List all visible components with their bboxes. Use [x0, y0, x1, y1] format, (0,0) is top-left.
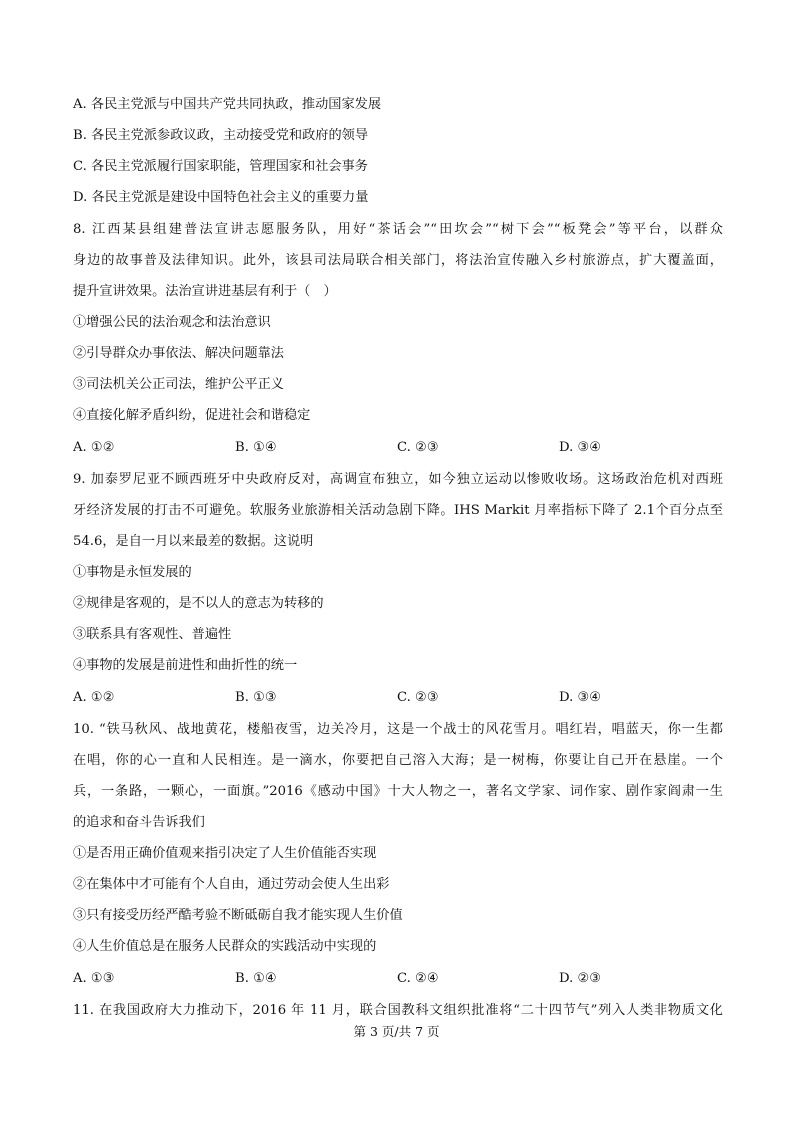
q9-choice-a: A. ①②: [73, 690, 115, 705]
q7-option-b: B. 各民主党派参政议政，主动接受党和政府的领导: [73, 128, 369, 143]
q11-stem-line-1: 11. 在我国政府大力推动下，2016 年 11 月，联合国教科文组织批准将“二十四节气”列入人类非物质文化: [73, 1003, 723, 1018]
q9-choice-d: D. ③④: [559, 690, 602, 705]
q10-item-2: ②在集体中才可能有个人自由，通过劳动会使人生出彩: [73, 877, 390, 892]
q8-stem-line-3: 提升宣讲效果。法治宣讲进基层有利于（ ）: [73, 284, 337, 299]
q9-choices: [73, 688, 733, 708]
q10-choice-d: D. ②③: [559, 971, 602, 986]
q8-choice-c: C. ②③: [397, 440, 439, 455]
q10-stem-line-4: 的追求和奋斗告诉我们: [73, 815, 205, 830]
q10-stem-line-1: 10. “铁马秋风、战地黄花，楼船夜雪，边关冷月，这是一个战士的风花雪月。唱红岩，唱蓝天，你一生都: [73, 722, 723, 737]
q8-choice-a: A. ①②: [73, 440, 115, 455]
page-footer: 第 3 页/共 7 页: [353, 1024, 440, 1039]
q8-item-1: ①增强公民的法治观念和法治意识: [73, 315, 271, 330]
q9-item-4: ④事物的发展是前进性和曲折性的统一: [73, 658, 298, 673]
q8-stem-line-2: 身边的故事普及法律知识。此外，该县司法局联合相关部门，将法治宣传融入乡村旅游点，扩大覆盖面，: [73, 253, 723, 268]
q10-stem-line-3: 兵，一条路，一颗心，一面旗。”2016《感动中国》十大人物之一，著名文学家、词作家、剧作家阎肃一生: [73, 784, 723, 799]
q9-item-1: ①事物是永恒发展的: [73, 565, 192, 580]
q7-option-c: C. 各民主党派履行国家职能，管理国家和社会事务: [73, 159, 368, 174]
q9-item-2: ②规律是客观的，是不以人的意志为转移的: [73, 596, 324, 611]
q9-stem-line-1: 9. 加泰罗尼亚不顾西班牙中央政府反对，高调宣布独立，如今独立运动以惨败收场。这场政治危机对西班: [73, 472, 723, 487]
q8-stem-line-1: 8. 江西某县组建普法宣讲志愿服务队，用好“茶话会”“田坎会”“树下会”“板凳会”等平台，以群众: [73, 222, 723, 237]
q10-choice-a: A. ①③: [73, 971, 115, 986]
q7-option-d: D. 各民主党派是建设中国特色社会主义的重要力量: [73, 190, 369, 205]
q9-stem-line-3: 54.6，是自一月以来最差的数据。这说明: [73, 534, 314, 549]
q8-item-2: ②引导群众办事依法、解决问题靠法: [73, 346, 284, 361]
q8-choices: [73, 438, 733, 458]
q10-item-4: ④人生价值总是在服务人民群众的实践活动中实现的: [73, 939, 377, 954]
q9-stem-line-2: 牙经济发展的打击不可避免。软服务业旅游相关活动急剧下降。IHS Markit 月率指标下降了 2.1个百分点至: [73, 503, 723, 518]
q8-item-3: ③司法机关公正司法，维护公平正义: [73, 377, 284, 392]
q10-choices: [73, 969, 733, 989]
q10-stem-line-2: 在唱，你的心一直和人民相连。是一滴水，你要把自己溶入大海；是一树梅，你要让自己开在悬崖。一个: [73, 753, 723, 768]
q8-item-4: ④直接化解矛盾纠纷，促进社会和谐稳定: [73, 408, 311, 423]
q10-choice-c: C. ②④: [397, 971, 439, 986]
q10-item-1: ①是否用正确价值观来指引决定了人生价值能否实现: [73, 846, 377, 861]
q9-choice-c: C. ②③: [397, 690, 439, 705]
q9-item-3: ③联系具有客观性、普遍性: [73, 627, 232, 642]
q8-choice-b: B. ①④: [235, 440, 277, 455]
q10-item-3: ③只有接受历经严酷考验不断砥砺自我才能实现人生价值: [73, 908, 403, 923]
q10-choice-b: B. ①④: [235, 971, 277, 986]
q8-choice-d: D. ③④: [559, 440, 602, 455]
q9-choice-b: B. ①③: [235, 690, 277, 705]
q7-option-a: A. 各民主党派与中国共产党共同执政，推动国家发展: [73, 97, 382, 112]
